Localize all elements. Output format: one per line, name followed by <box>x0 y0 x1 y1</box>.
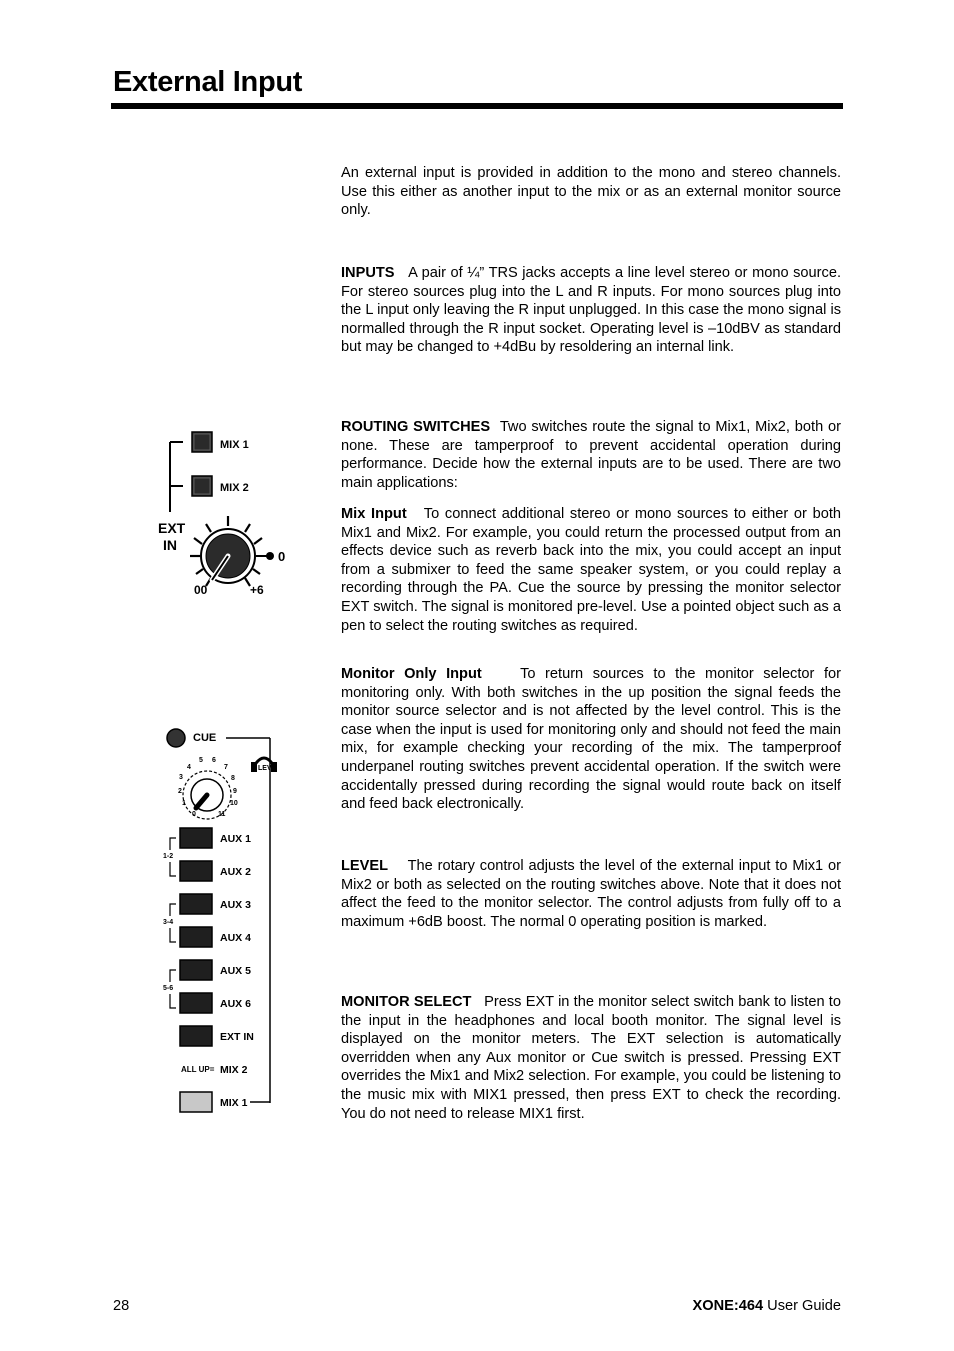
mix-input-text: To connect additional stereo or mono sources to either or both Mix1 and Mix2. For example, you could return the processed output from an effects device such as reverb back into the mix, you could accept an input from a submixer to feed the same speaker system, or you could replay a recording through the PA. Cue the source by pressing the monitor selector EXT switch. The signal is monitored pre-level. Use a pointed object such as a pen to select the routing switches as required. <box>341 506 841 634</box>
page-number: 28 <box>113 1298 130 1314</box>
aux2-label: AUX 2 <box>220 866 251 878</box>
page-title: External Input <box>113 66 303 98</box>
intro-paragraph: An external input is provided in addition to the mono and stereo channels. Use this either as another input to the mix or as an external monitor source only. <box>341 165 841 219</box>
scale-9: 9 <box>233 788 237 795</box>
monitor-select-panel-illustration <box>150 718 300 1118</box>
scale-11: 11 <box>218 811 226 818</box>
scale-0: 0 <box>192 811 196 818</box>
aux4-monitor-button[interactable] <box>180 927 212 947</box>
pair-3-4-label: 3-4 <box>163 919 174 926</box>
scale-7: 7 <box>224 764 228 771</box>
mix1-monitor-button[interactable] <box>180 1092 212 1112</box>
guide-suffix: User Guide <box>763 1298 841 1314</box>
aux6-monitor-button[interactable] <box>180 993 212 1013</box>
ext-in-panel-illustration <box>150 420 300 610</box>
aux5-label: AUX 5 <box>220 965 251 977</box>
title-rule <box>111 103 843 109</box>
mix-input-heading: Mix Input <box>341 506 407 522</box>
monitor-mix1-label: MIX 1 <box>220 1097 248 1109</box>
level-paragraph <box>341 857 841 931</box>
aux3-label: AUX 3 <box>220 899 251 911</box>
monitor-select-text: Press EXT in the monitor select switch bank to listen to the input in the headphones and local booth monitor. The signal level is displayed on the monitor meters. The EXT selection is automatically overridden when any Aux monitor or Cue switch is pressed. Pressing EXT overrides the Mix1 and Mix2 selection. For example, you could be listening to the music mix with MIX1 pressed, then press EXT to check the recording. You do not need to release MIX1 first. <box>341 994 841 1122</box>
guide-brand: XONE:464 <box>692 1298 764 1314</box>
cue-label: CUE <box>193 732 217 744</box>
inputs-paragraph <box>341 264 841 357</box>
monitor-mix2-label: MIX 2 <box>220 1064 248 1076</box>
guide-title <box>693 1298 841 1314</box>
all-up-label: ALL UP= <box>181 1065 215 1074</box>
ext-knob-max-label: +6 <box>250 583 264 597</box>
scale-2: 2 <box>178 788 182 795</box>
scale-5: 5 <box>199 757 203 764</box>
ext-in-label-line1: EXT <box>158 520 186 536</box>
monitor-select-paragraph <box>341 993 841 1123</box>
inputs-heading: INPUTS <box>341 265 395 281</box>
mix-input-paragraph <box>341 505 841 635</box>
scale-10: 10 <box>230 800 238 807</box>
ext-mix1-label: MIX 1 <box>220 439 249 451</box>
scale-6: 6 <box>212 757 216 764</box>
scale-3: 3 <box>179 774 183 781</box>
ext-in-label-line2: IN <box>163 537 177 553</box>
scale-4: 4 <box>187 764 191 771</box>
ext-knob-min-label: 00 <box>194 583 208 597</box>
level-text: The rotary control adjusts the level of the external input to Mix1 or Mix2 or both as selected on the routing switches above. Note that it does not affect the feed to the monitor selector. The control adjusts from fully off to a maximum +6dB boost. The normal 0 operating position is marked. <box>341 858 841 930</box>
monitor-only-paragraph <box>341 665 841 814</box>
monitor-only-heading: Monitor Only Input <box>341 666 482 682</box>
scale-8: 8 <box>231 775 235 782</box>
aux5-monitor-button[interactable] <box>180 960 212 980</box>
ext-in-monitor-label: EXT IN <box>220 1031 254 1043</box>
inputs-text: A pair of ¼” TRS jacks accepts a line level stereo or mono source. For stereo sources plug into the L and R inputs. For mono sources plug into the L input only leaving the R input unplugged. In this case the mono signal is normalled through the R input socket. Operating level is –10dBV as standard but may be changed to +4dBu by resoldering an internal link. <box>341 265 841 356</box>
aux1-monitor-button[interactable] <box>180 828 212 848</box>
ext-knob-zero-label: 0 <box>278 549 286 564</box>
monitor-select-heading: MONITOR SELECT <box>341 994 472 1010</box>
aux2-monitor-button[interactable] <box>180 861 212 881</box>
aux6-label: AUX 6 <box>220 998 251 1010</box>
aux3-monitor-button[interactable] <box>180 894 212 914</box>
monitor-only-text: To return sources to the monitor selector for monitoring only. With both switches in the up position the signal feeds the monitor source selector and is not affected by the level control. This is the case when the input is used for monitoring only and should not feed the main mix, for example checking your recording of the mix. The tamperproof underpanel routing switches prevent accidental operation. If the switch were accidentally pressed during recording the signal would route back on itself and feed back electronically. <box>341 666 841 813</box>
scale-1: 1 <box>182 800 186 807</box>
ext-mix2-label: MIX 2 <box>220 482 249 494</box>
level-heading: LEVEL <box>341 858 389 874</box>
cue-button[interactable] <box>167 729 185 747</box>
ext-in-monitor-button[interactable] <box>180 1026 212 1046</box>
lev-label: LEV <box>258 765 272 772</box>
aux4-label: AUX 4 <box>220 932 251 944</box>
routing-heading: ROUTING SWITCHES <box>341 419 491 435</box>
routing-text: Two switches route the signal to Mix1, Mix2, both or none. These are tamperproof to prevent accidental operation during performance. Decide how the external inputs are to be used. There are two main applications: <box>341 419 842 491</box>
ext-level-knob[interactable] <box>190 516 274 586</box>
aux1-label: AUX 1 <box>220 833 251 845</box>
pair-1-2-label: 1-2 <box>163 853 174 860</box>
routing-paragraph <box>341 418 841 492</box>
pair-5-6-label: 5-6 <box>163 985 174 992</box>
